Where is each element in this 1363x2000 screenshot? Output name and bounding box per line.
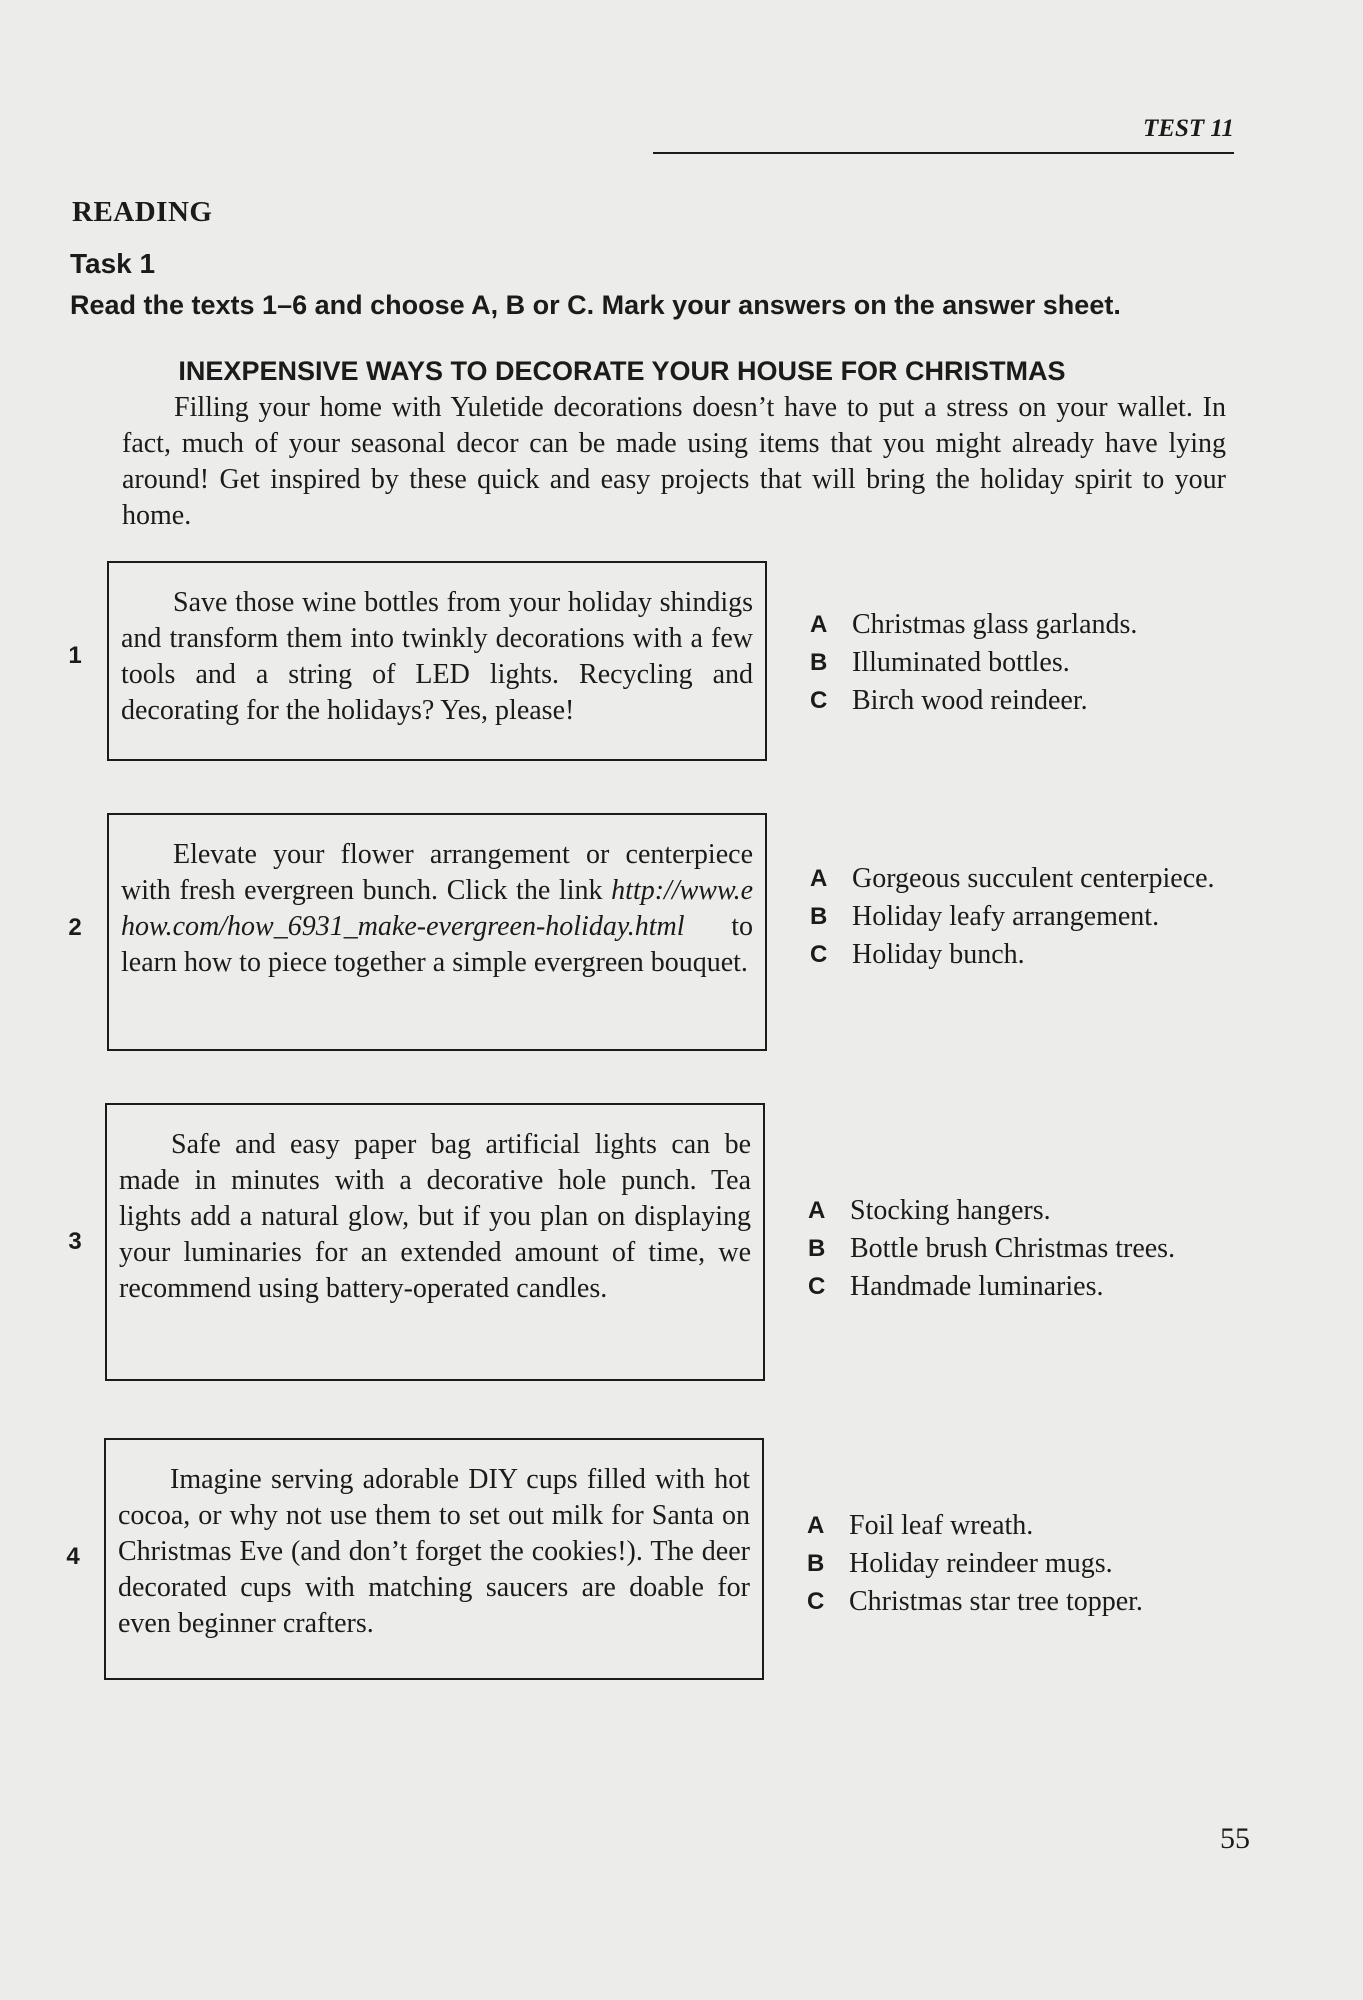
answer-option[interactable] [810, 682, 1230, 720]
option-text: Holiday bunch. [852, 939, 1025, 970]
answer-option[interactable] [808, 1230, 1238, 1268]
option-text: Christmas glass garlands. [852, 609, 1138, 640]
answer-option[interactable] [810, 936, 1230, 974]
test-label: TEST 11 [1143, 115, 1234, 142]
option-letter: A [810, 865, 828, 892]
web-link[interactable]: http://www.ehow.com/how_6931_make-evergreen-holiday.html [121, 875, 753, 942]
text-box-text: Elevate your flower arrangement or centerpiece with fresh evergreen bunch. Click the link [121, 839, 753, 906]
text-box-body: Imagine serving adorable DIY cups filled with hot cocoa, or why not use them to set out milk for Santa on Christmas Eve (and don’t forget the cookies!). The deer decorated cups with matching saucers are doable for even beginner crafters. [118, 1464, 750, 1639]
answer-option[interactable] [808, 1268, 1238, 1306]
option-letter: C [810, 687, 828, 714]
article-headline: INEXPENSIVE WAYS TO DECORATE YOUR HOUSE FOR CHRISTMAS [178, 356, 1066, 386]
page-number: 55 [1220, 1822, 1250, 1855]
option-text: Stocking hangers. [850, 1195, 1051, 1226]
option-letter: B [810, 649, 828, 676]
answer-option[interactable] [807, 1507, 1237, 1545]
option-letter: C [810, 941, 828, 968]
option-text: Christmas star tree topper. [849, 1586, 1143, 1617]
item-number: 4 [66, 1543, 80, 1570]
option-text: Foil leaf wreath. [849, 1510, 1034, 1541]
answer-option[interactable] [807, 1545, 1237, 1583]
option-letter: C [808, 1273, 826, 1300]
text-box-body [121, 837, 753, 981]
text-box-4 [104, 1438, 764, 1680]
text-box-body: Save those wine bottles from your holiday shindigs and transform them into twinkly decorations with a few tools and a string of LED lights. Recycling and decorating for the holidays? Yes, please! [121, 587, 753, 726]
option-text: Gorgeous succulent centerpiece. [852, 863, 1215, 894]
answer-option[interactable] [810, 898, 1230, 936]
header-rule [653, 152, 1234, 154]
option-text: Holiday reindeer mugs. [849, 1548, 1113, 1579]
option-letter: B [807, 1550, 825, 1577]
text-box-2 [107, 813, 767, 1051]
option-letter: B [810, 903, 828, 930]
option-letter: A [808, 1197, 826, 1224]
item-number: 1 [68, 642, 82, 669]
article-intro: Filling your home with Yuletide decorations doesn’t have to put a stress on your wallet. In fact, much of your seasonal decor can be made using items that you might already have lying around! Get inspired by these quick and easy projects that will bring the holiday spirit to your home. [122, 392, 1226, 531]
option-letter: A [810, 611, 828, 638]
text-box-3 [105, 1103, 765, 1381]
text-box-body: Safe and easy paper bag artificial lights can be made in minutes with a decorative hole punch. Tea lights add a natural glow, but if you plan on displaying your luminaries for an extended amount of time, we recommend using battery-operated candles. [119, 1129, 751, 1304]
task-instruction: Read the texts 1–6 and choose A, B or C. Mark your answers on the answer sheet. [70, 290, 1121, 320]
answer-options-4 [807, 1507, 1237, 1621]
answer-option[interactable] [810, 860, 1230, 898]
option-letter: C [807, 1588, 825, 1615]
option-text: Bottle brush Christmas trees. [850, 1233, 1176, 1264]
task-label: Task 1 [70, 248, 156, 279]
option-letter: A [807, 1512, 825, 1539]
answer-options-1 [810, 606, 1230, 720]
section-title: READING [72, 196, 213, 228]
answer-option[interactable] [808, 1192, 1238, 1230]
answer-option[interactable] [810, 606, 1230, 644]
text-box-text: to learn how to piece together a simple evergreen bouquet. [121, 911, 753, 978]
option-text: Birch wood reindeer. [852, 685, 1088, 716]
item-number: 3 [68, 1228, 82, 1255]
answer-options-2 [810, 860, 1230, 974]
answer-option[interactable] [810, 644, 1230, 682]
option-text: Illuminated bottles. [852, 647, 1070, 678]
option-text: Holiday leafy arrangement. [852, 901, 1160, 932]
option-letter: B [808, 1235, 826, 1262]
text-box-1 [107, 561, 767, 761]
option-text: Handmade luminaries. [850, 1271, 1104, 1302]
item-number: 2 [68, 914, 82, 941]
answer-option[interactable] [807, 1583, 1237, 1621]
answer-options-3 [808, 1192, 1238, 1306]
